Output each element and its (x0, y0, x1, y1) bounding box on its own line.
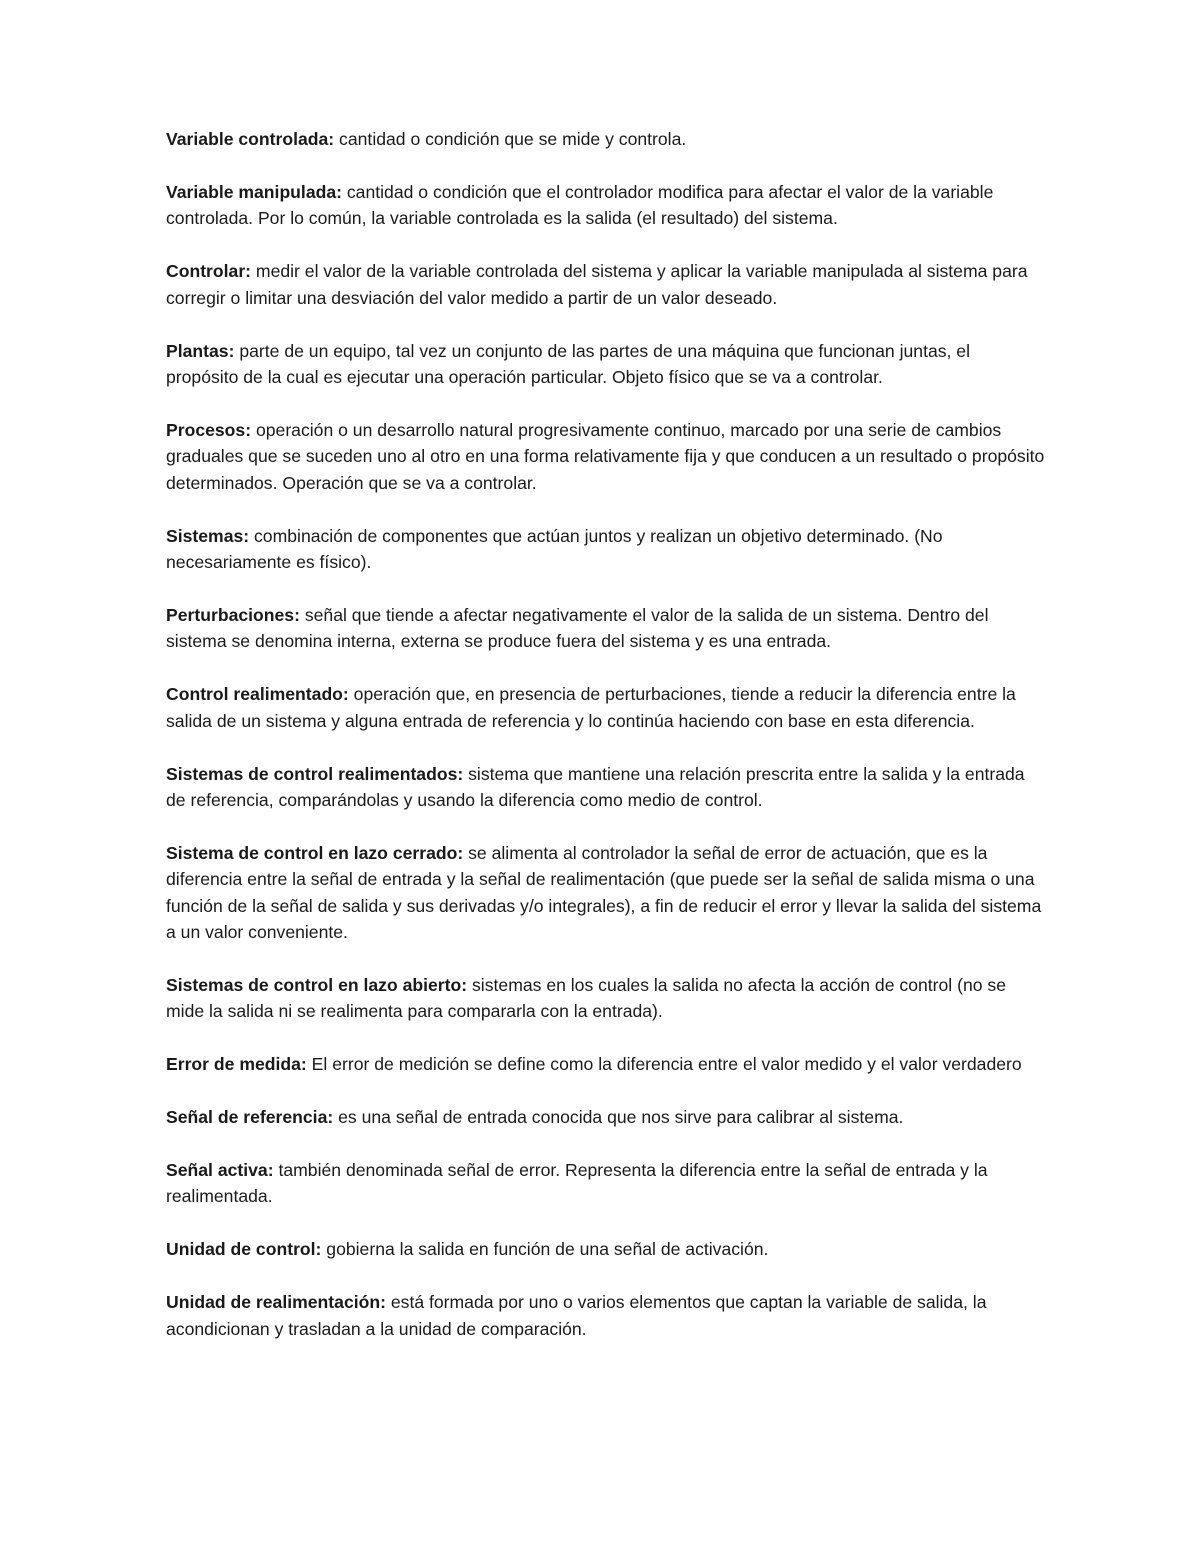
definition-entry (166, 1289, 1046, 1342)
definition-text: gobierna la salida en función de una señal de activación. (321, 1239, 769, 1260)
definition-entry (166, 761, 1046, 814)
definition-text: operación que, en presencia de perturbaciones, tiende a reducir la diferencia entre la salida de un sistema y alguna entrada de referencia y lo continúa haciendo con base en esta diferencia. (166, 684, 1016, 731)
definition-text: se alimenta al controlador la señal de error de actuación, que es la diferencia entre la señal de entrada y la señal de realimentación (que puede ser la señal de salida misma o una función de la señal de salida y sus derivadas y/o integrales), a fin de reducir el error y llevar la salida del sistema a un valor conveniente. (166, 842, 1042, 943)
definition-term: Sistemas de control realimentados: (166, 763, 464, 784)
definition-text: cantidad o condición que el controlador modifica para afectar el valor de la variable controlada. Por lo común, la variable controlada es la salida (el resultado) del sistema. (166, 181, 994, 229)
definition-text: cantidad o condición que se mide y controla. (334, 129, 687, 149)
definition-term: Sistemas: (166, 525, 250, 546)
definition-term: Sistemas de control en lazo abierto: (166, 974, 468, 995)
definition-entry (166, 972, 1046, 1025)
definition-term: Plantas: (166, 340, 235, 361)
definition-entry (166, 258, 1046, 311)
definition-entry (166, 179, 1046, 232)
definition-entry (166, 338, 1046, 391)
definition-text: combinación de componentes que actúan juntos y realizan un objetivo determinado. (No necesariamente es físico). (166, 525, 943, 572)
definition-term: Procesos: (166, 419, 252, 440)
definition-entry (166, 602, 1046, 655)
definition-entry (166, 126, 1046, 152)
definition-term: Unidad de control: (166, 1239, 322, 1260)
definition-entry (166, 1157, 1046, 1210)
definition-term: Variable manipulada: (166, 181, 342, 202)
definition-text: parte de un equipo, tal vez un conjunto de las partes de una máquina que funcionan juntas, el propósito de la cual es ejecutar una operación particular. Objeto físico que se va a controlar. (166, 340, 971, 387)
definition-text: sistema que mantiene una relación prescrita entre la salida y la entrada de referencia, comparándolas y usando la diferencia como medio de control. (166, 763, 1025, 810)
definition-entry (166, 840, 1046, 946)
document-page (166, 126, 1046, 1369)
definition-entry (166, 1104, 1046, 1130)
definition-text: es una señal de entrada conocida que nos sirve para calibrar al sistema. (333, 1107, 904, 1128)
definition-text: también denominada señal de error. Representa la diferencia entre la señal de entrada y la realimentada. (166, 1160, 988, 1207)
definition-term: Sistema de control en lazo cerrado: (166, 842, 464, 863)
definition-term: Control realimentado: (166, 684, 349, 705)
definition-term: Señal de referencia: (166, 1107, 334, 1128)
definition-text: operación o un desarrollo natural progresivamente continuo, marcado por una serie de cambios graduales que se suceden uno al otro en una forma relativamente fija y que conducen a un resultado o propósito determinados. Operación que se va a controlar. (166, 419, 1045, 493)
definition-term: Controlar: (166, 261, 252, 282)
definition-entry (166, 523, 1046, 576)
definition-entry (166, 417, 1046, 496)
definition-text: sistemas en los cuales la salida no afecta la acción de control (no se mide la salida ni se realimenta para compararla con la entrada). (166, 974, 1006, 1022)
definition-entry (166, 681, 1046, 734)
definition-term: Unidad de realimentación: (166, 1292, 386, 1313)
definition-entry (166, 1051, 1046, 1077)
definition-text: está formada por uno o varios elementos que captan la variable de salida, la acondicionan y trasladan a la unidad de comparación. (166, 1292, 987, 1339)
definition-term: Perturbaciones: (166, 604, 300, 625)
definition-term: Error de medida: (166, 1054, 307, 1075)
definition-term: Señal activa: (166, 1160, 274, 1181)
definition-text: El error de medición se define como la diferencia entre el valor medido y el valor verdadero (306, 1054, 1022, 1075)
definition-entry (166, 1236, 1046, 1262)
definition-text: medir el valor de la variable controlada del sistema y aplicar la variable manipulada al sistema para corregir o limitar una desviación del valor medido a partir de un valor deseado. (166, 261, 1028, 308)
definition-term: Variable controlada: (166, 129, 335, 149)
definition-text: señal que tiende a afectar negativamente el valor de la salida de un sistema. Dentro del sistema se denomina interna, externa se produce fuera del sistema y es una entrada. (166, 604, 989, 652)
